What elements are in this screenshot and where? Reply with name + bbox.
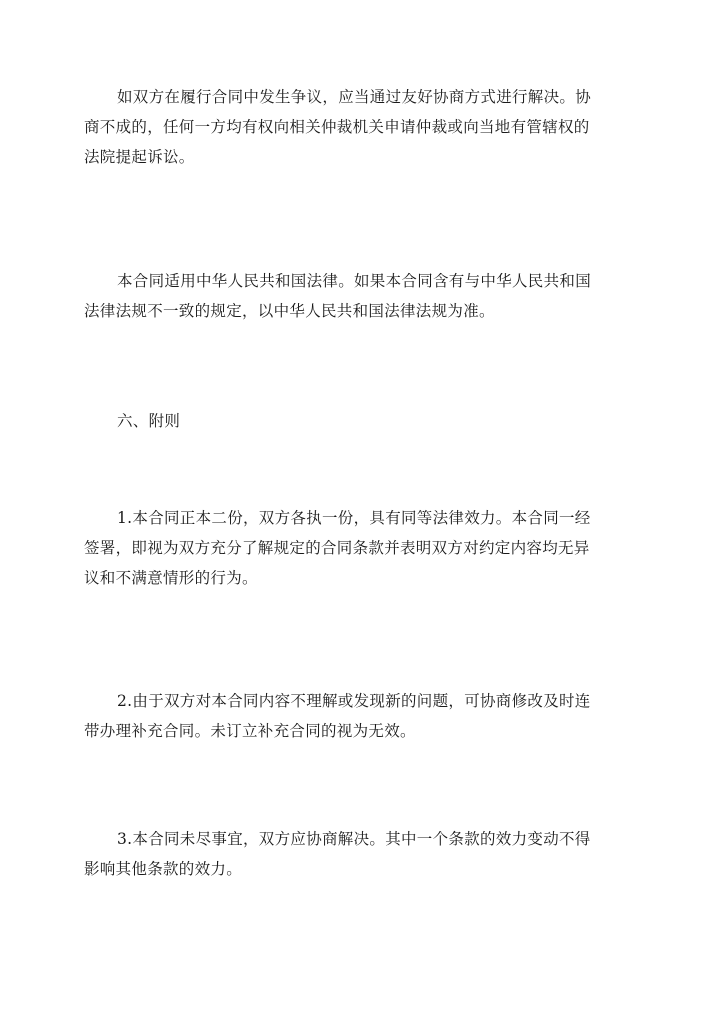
governing-law-paragraph [84, 266, 640, 326]
paragraph-line: 法律法规不一致的规定，以中华人民共和国法律法规为准。 [84, 302, 495, 320]
dispute-resolution-paragraph [84, 82, 640, 172]
paragraph-line: 1.本合同正本二份，双方各执一份，具有同等法律效力。本合同一经 [117, 509, 591, 527]
paragraph-line: 带办理补充合同。未订立补充合同的视为无效。 [84, 722, 416, 740]
section-heading [84, 406, 640, 436]
paragraph-line: 影响其他条款的效力。 [84, 860, 243, 878]
paragraph-line: 签署，即视为双方充分了解规定的合同条款并表明双方对约定内容均无异 [84, 539, 590, 557]
paragraph-line: 商不成的，任何一方均有权向相关仲裁机关申请仲裁或向当地有管辖权的 [84, 118, 590, 136]
paragraph-line: 3.本合同未尽事宜，双方应协商解决。其中一个条款的效力变动不得 [117, 830, 591, 848]
paragraph-line: 如双方在履行合同中发生争议，应当通过友好协商方式进行解决。协 [117, 88, 592, 106]
paragraph-line: 法院提起诉讼。 [84, 148, 195, 166]
paragraph-line: 2.由于双方对本合同内容不理解或发现新的问题，可协商修改及时连 [117, 692, 591, 710]
clause-3-paragraph [84, 824, 640, 884]
clause-2-paragraph [84, 686, 640, 746]
paragraph-line: 议和不满意情形的行为。 [84, 569, 258, 587]
section-heading-text: 六、附则 [117, 412, 181, 430]
paragraph-line: 本合同适用中华人民共和国法律。如果本合同含有与中华人民共和国 [117, 272, 592, 290]
clause-1-paragraph [84, 503, 640, 593]
